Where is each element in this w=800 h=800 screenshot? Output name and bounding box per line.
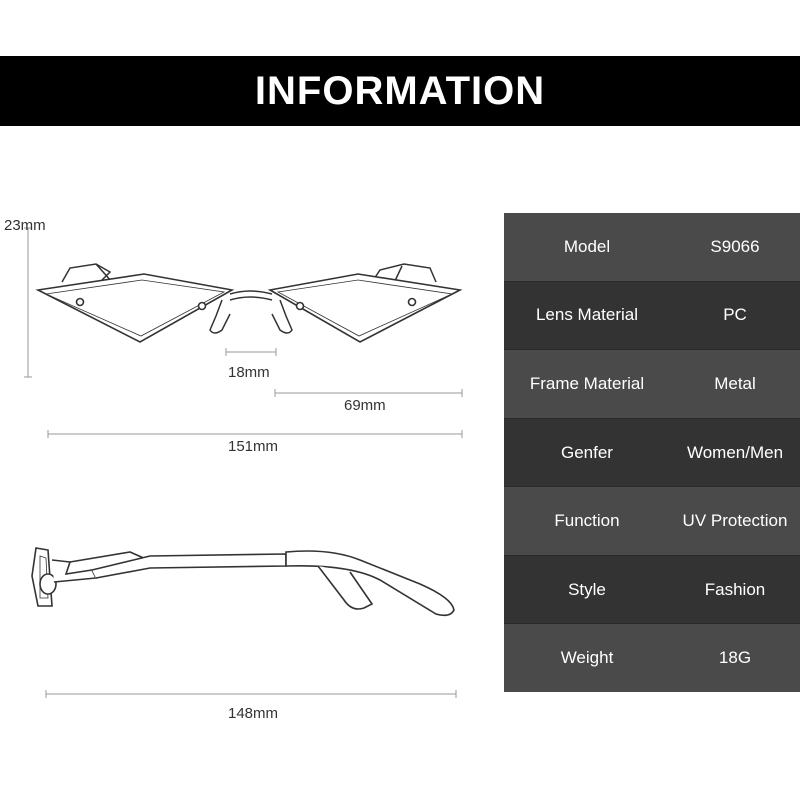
height-dimension-label: 23mm bbox=[4, 217, 46, 234]
spec-value: PC bbox=[723, 305, 747, 325]
spec-value: S9066 bbox=[710, 236, 760, 256]
height-dimension-line bbox=[24, 228, 32, 377]
spec-label: Weight bbox=[560, 648, 614, 668]
front-view-right-lens bbox=[270, 274, 460, 342]
spec-row-function bbox=[504, 486, 800, 555]
spec-value: Metal bbox=[714, 373, 756, 393]
spec-label: Frame Material bbox=[529, 373, 645, 393]
spec-label: Style bbox=[568, 579, 606, 599]
bridge-dimension-line bbox=[226, 348, 276, 356]
front-view-left-lens bbox=[38, 274, 232, 342]
side-view bbox=[32, 548, 454, 615]
spec-row-frame-material bbox=[504, 349, 800, 418]
spec-label: Model bbox=[563, 236, 611, 256]
spec-row-style bbox=[504, 555, 800, 624]
spec-row-gender bbox=[504, 418, 800, 487]
front-view-bridge bbox=[210, 291, 292, 333]
total-width-dimension-label: 151mm bbox=[228, 438, 279, 455]
spec-table bbox=[504, 213, 800, 692]
spec-row-model bbox=[504, 213, 800, 281]
temple-length-dimension-label: 148mm bbox=[228, 705, 279, 722]
spec-row-weight bbox=[504, 623, 800, 692]
bridge-dimension-label: 18mm bbox=[228, 364, 270, 381]
lens-width-dimension-label: 69mm bbox=[344, 397, 386, 414]
spec-label: Lens Material bbox=[535, 305, 639, 325]
spec-label: Genfer bbox=[561, 442, 613, 462]
spec-value: Women/Men bbox=[686, 442, 784, 462]
spec-row-lens-material bbox=[504, 281, 800, 350]
spec-label: Function bbox=[554, 511, 620, 531]
spec-value: UV Protection bbox=[682, 511, 788, 531]
spec-value: 18G bbox=[718, 648, 752, 668]
lens-width-dimension-line bbox=[275, 389, 462, 397]
page-title: INFORMATION bbox=[254, 68, 546, 113]
spec-value: Fashion bbox=[704, 579, 766, 599]
temple-length-dimension-line bbox=[46, 690, 456, 698]
total-width-dimension-line bbox=[48, 430, 462, 438]
